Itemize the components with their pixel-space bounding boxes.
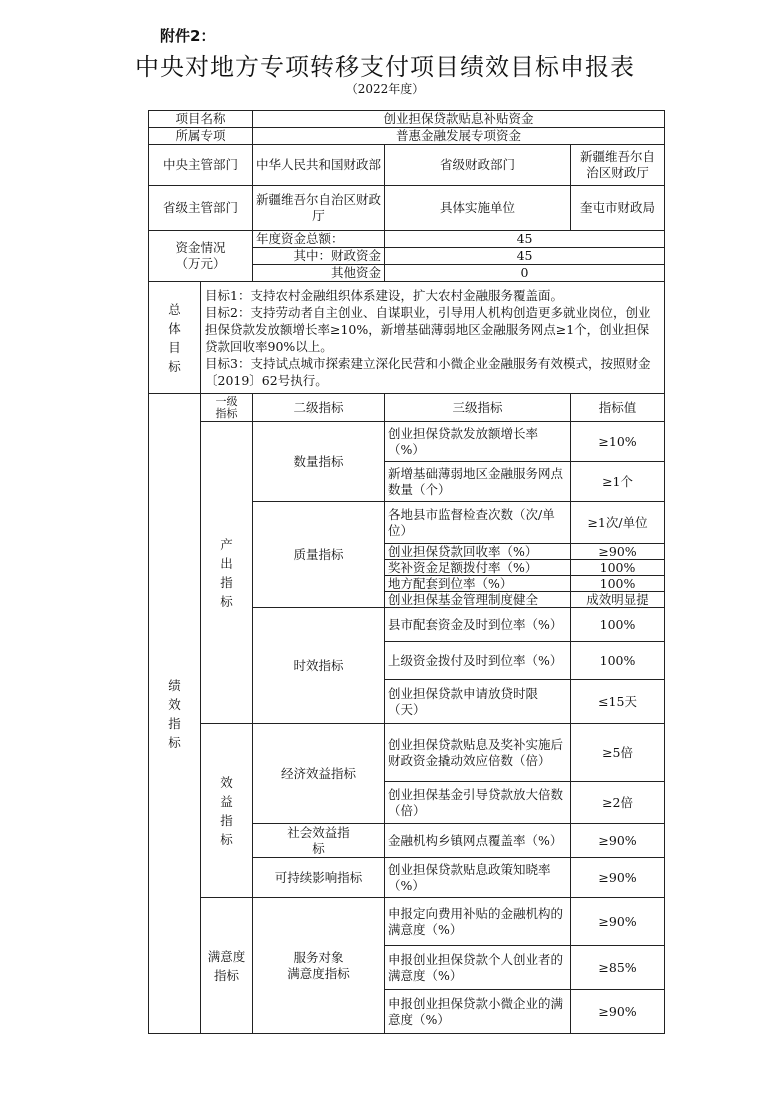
funds-other-value: 0 [385, 265, 665, 282]
indicator-name: 申报创业担保贷款个人创业者的满意度（%） [385, 946, 571, 990]
indicator-name: 地方配套到位率（%） [385, 576, 571, 592]
indicator-value: ≥2倍 [571, 782, 665, 824]
header-level1: 一级指标 [201, 394, 253, 422]
goal-1: 目标1：支持农村金融组织体系建设，扩大农村金融服务覆盖面。 [205, 287, 563, 303]
funds-total-value: 45 [385, 231, 665, 248]
funds-total-row [149, 231, 665, 248]
special-row [149, 128, 665, 145]
indicator-name: 创业担保基金引导贷款放大倍数（倍） [385, 782, 571, 824]
indicator-value: ≥5倍 [571, 724, 665, 782]
indicator-name: 申报创业担保贷款小微企业的满意度（%） [385, 990, 571, 1034]
indicator-name: 申报定向费用补贴的金融机构的满意度（%） [385, 898, 571, 946]
funds-label-line2: （万元） [175, 256, 226, 271]
funds-label [149, 231, 253, 282]
indicator-name: 各地县市监督检查次数（次/单位） [385, 502, 571, 544]
indicator-value: ≤15天 [571, 680, 665, 724]
special-label: 所属专项 [149, 128, 253, 145]
indicator-name: 县市配套资金及时到位率（%） [385, 608, 571, 642]
funds-label-line1: 资金情况 [175, 240, 226, 255]
table-row [149, 898, 665, 946]
header-level3: 三级指标 [385, 394, 571, 422]
goals-row [149, 282, 665, 394]
indicator-name: 创业担保贷款贴息政策知晓率（%） [385, 858, 571, 898]
header-value: 指标值 [571, 394, 665, 422]
project-name-row [149, 111, 665, 128]
prov-dept-row [149, 186, 665, 231]
timeliness-label: 时效指标 [253, 608, 385, 724]
output-label: 产出指标 [201, 422, 253, 724]
indicator-value: 100% [571, 576, 665, 592]
indicator-value: 成效明显提 [571, 592, 665, 608]
table-row [149, 422, 665, 462]
indicator-value: ≥90% [571, 898, 665, 946]
indicator-value: 100% [571, 560, 665, 576]
indicator-value: ≥10% [571, 422, 665, 462]
attachment-label: 附件2： [160, 27, 216, 45]
year-label: （2022年度） [345, 82, 425, 96]
impl-unit-value: 奎屯市财政局 [571, 186, 665, 231]
project-name-label: 项目名称 [149, 111, 253, 128]
project-name-value: 创业担保贷款贴息补贴资金 [253, 111, 665, 128]
economic-label: 经济效益指标 [253, 724, 385, 824]
sustain-label: 可持续影响指标 [253, 858, 385, 898]
indicator-value: 100% [571, 642, 665, 680]
indicator-value: ≥85% [571, 946, 665, 990]
indicator-value: ≥1个 [571, 462, 665, 502]
indicators-label: 绩效指标 [149, 394, 201, 1034]
indicator-name: 创业担保贷款申请放贷时限（天） [385, 680, 571, 724]
funds-total-label: 年度资金总额： [253, 231, 385, 248]
page-title: 中央对地方专项转移支付项目绩效目标申报表 [135, 53, 635, 81]
indicator-name: 金融机构乡镇网点覆盖率（%） [385, 824, 571, 858]
quantity-label: 数量指标 [253, 422, 385, 502]
service-label [253, 898, 385, 1034]
goal-3: 目标3：支持试点城市探索建立深化民营和小微企业金融服务有效模式，按照财金〔2019〕62号执行。 [205, 355, 651, 388]
indicator-name: 创业担保基金管理制度健全 [385, 592, 571, 608]
goals-label: 总体目标 [149, 282, 201, 394]
indicator-name: 创业担保贷款回收率（%） [385, 544, 571, 560]
prov-finance-value: 新疆维吾尔自治区财政厅 [571, 145, 665, 186]
effect-label: 效益指标 [201, 724, 253, 898]
service-label-line1: 服务对象 [293, 949, 344, 965]
indicator-name: 新增基础薄弱地区金融服务网点数量（个） [385, 462, 571, 502]
indicator-value: ≥90% [571, 544, 665, 560]
indicator-value: 100% [571, 608, 665, 642]
satisfaction-label: 满意度指标 [201, 898, 253, 1034]
funds-fiscal-value: 45 [385, 248, 665, 265]
indicator-header-row [149, 394, 665, 422]
central-dept-row [149, 145, 665, 186]
impl-unit-label: 具体实施单位 [385, 186, 571, 231]
goals-text [201, 282, 665, 394]
indicator-name: 奖补资金足额拨付率（%） [385, 560, 571, 576]
quality-label: 质量指标 [253, 502, 385, 608]
prov-dept-label: 省级主管部门 [149, 186, 253, 231]
funds-other-label: 其他资金 [253, 265, 385, 282]
prov-finance-label: 省级财政部门 [385, 145, 571, 186]
central-dept-value: 中华人民共和国财政部 [253, 145, 385, 186]
goal-2: 目标2：支持劳动者自主创业、自谋职业，引导用人机构创造更多就业岗位，创业担保贷款发放额增长率≥10%，新增基础薄弱地区金融服务网点≥1个，创业担保贷款回收率90%以上。 [205, 304, 651, 354]
indicator-name: 创业担保贷款贴息及奖补实施后财政资金撬动效应倍数（倍） [385, 724, 571, 782]
indicator-name: 上级资金拨付及时到位率（%） [385, 642, 571, 680]
indicator-value: ≥90% [571, 824, 665, 858]
indicator-value: ≥90% [571, 990, 665, 1034]
central-dept-label: 中央主管部门 [149, 145, 253, 186]
indicator-value: ≥90% [571, 858, 665, 898]
special-value: 普惠金融发展专项资金 [253, 128, 665, 145]
indicator-name: 创业担保贷款发放额增长率（%） [385, 422, 571, 462]
indicator-value: ≥1次/单位 [571, 502, 665, 544]
header-level2: 二级指标 [253, 394, 385, 422]
performance-table [148, 110, 665, 1034]
prov-dept-value: 新疆维吾尔自治区财政厅 [253, 186, 385, 231]
social-label: 社会效益指标 [253, 824, 385, 858]
table-row [149, 724, 665, 782]
service-label-line2: 满意度指标 [287, 965, 350, 981]
funds-fiscal-label: 其中：财政资金 [253, 248, 385, 265]
